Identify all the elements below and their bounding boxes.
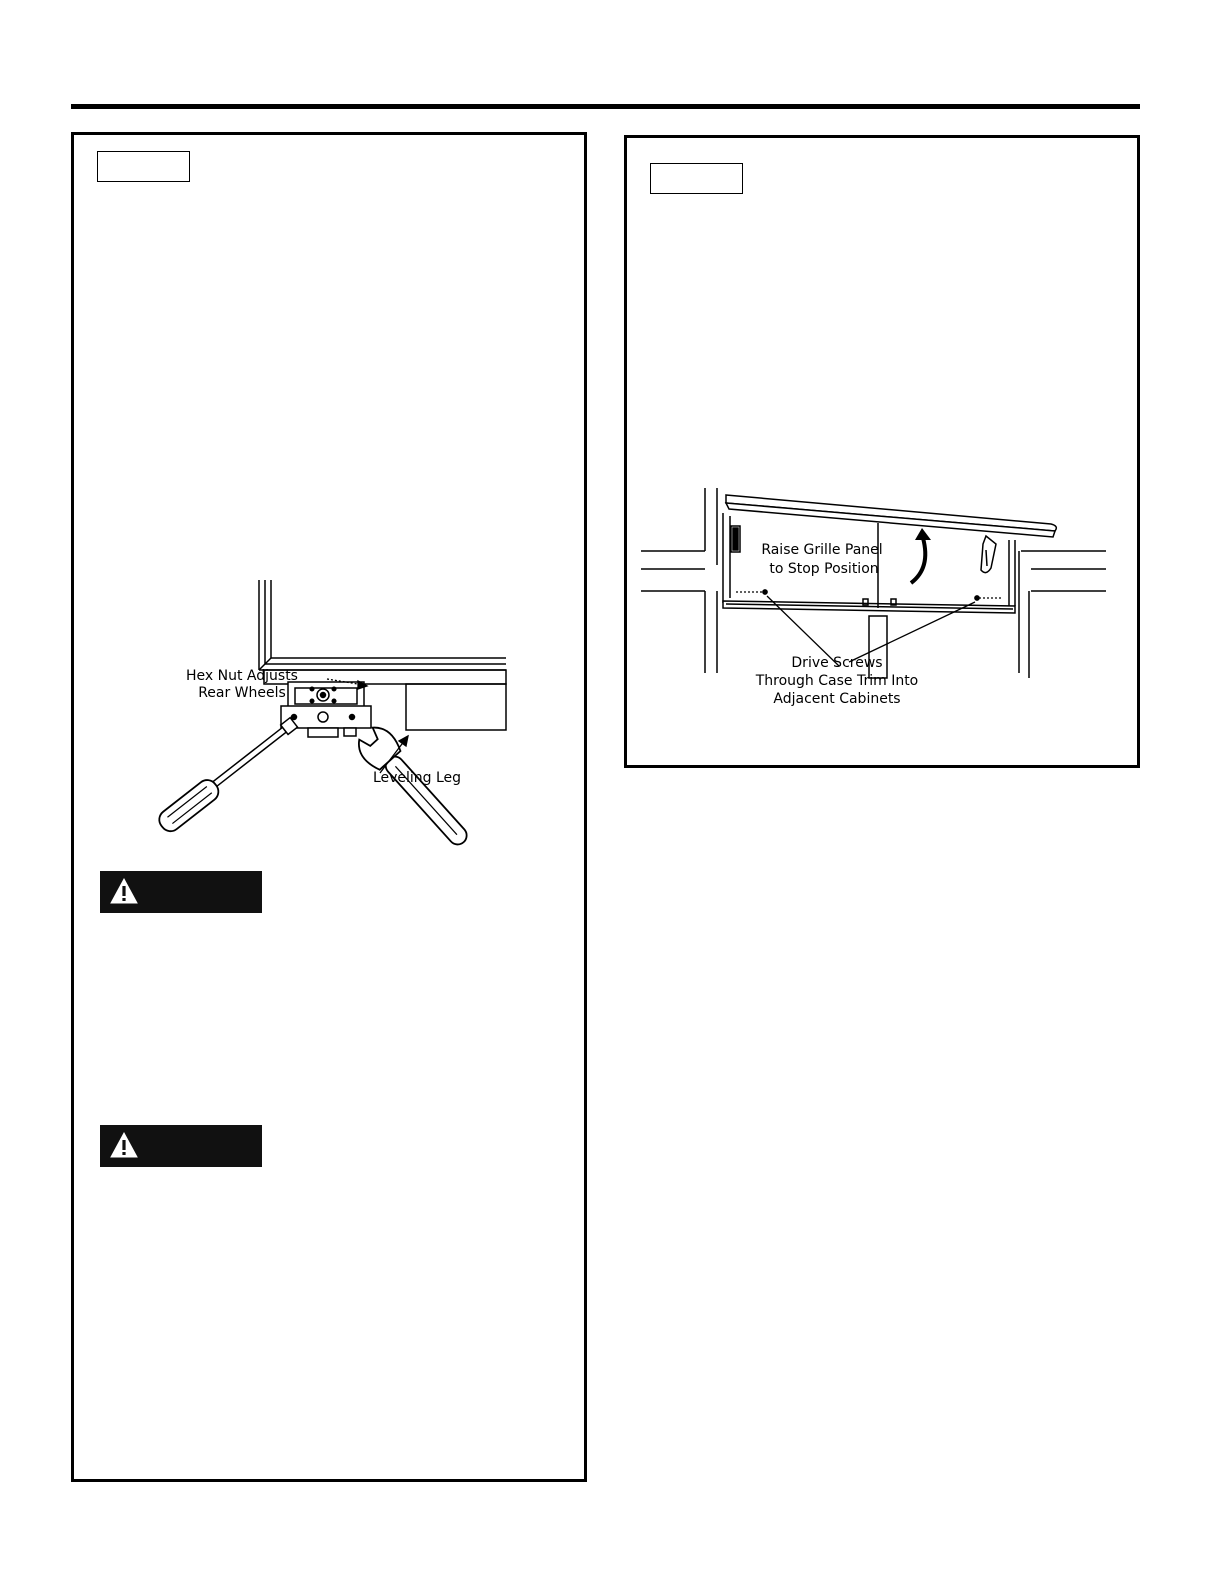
refrigerator-body	[723, 513, 1015, 678]
leveling-figure	[136, 575, 576, 855]
step-label-box	[650, 163, 743, 194]
wrench-icon	[353, 722, 477, 855]
callout-hex-nut-line1: Hex Nut Adjusts	[186, 668, 298, 684]
grille-figure	[641, 478, 1111, 718]
step-label-box	[97, 151, 190, 182]
callout-drive-line3: Adjacent Cabinets	[773, 691, 901, 707]
callout-drive-line1: Drive Screws	[791, 655, 883, 671]
warning-triangle-icon	[110, 877, 138, 905]
callout-hex-nut-line2: Rear Wheels	[198, 685, 286, 701]
callout-raise-line2: to Stop Position	[769, 561, 879, 577]
leveling-section	[71, 132, 587, 1482]
warning-banner	[100, 871, 262, 913]
callout-drive-line2: Through Case Trim Into	[755, 673, 919, 689]
header-rule	[71, 104, 1140, 109]
callout-raise-line1: Raise Grille Panel	[761, 542, 883, 558]
callout-leveling-leg: Leveling Leg	[372, 770, 462, 786]
curved-arrow-icon	[911, 528, 931, 583]
grille-section	[624, 135, 1140, 768]
warning-banner	[100, 1125, 262, 1167]
warning-triangle-icon	[110, 1131, 138, 1159]
screwdriver-icon	[155, 714, 301, 835]
